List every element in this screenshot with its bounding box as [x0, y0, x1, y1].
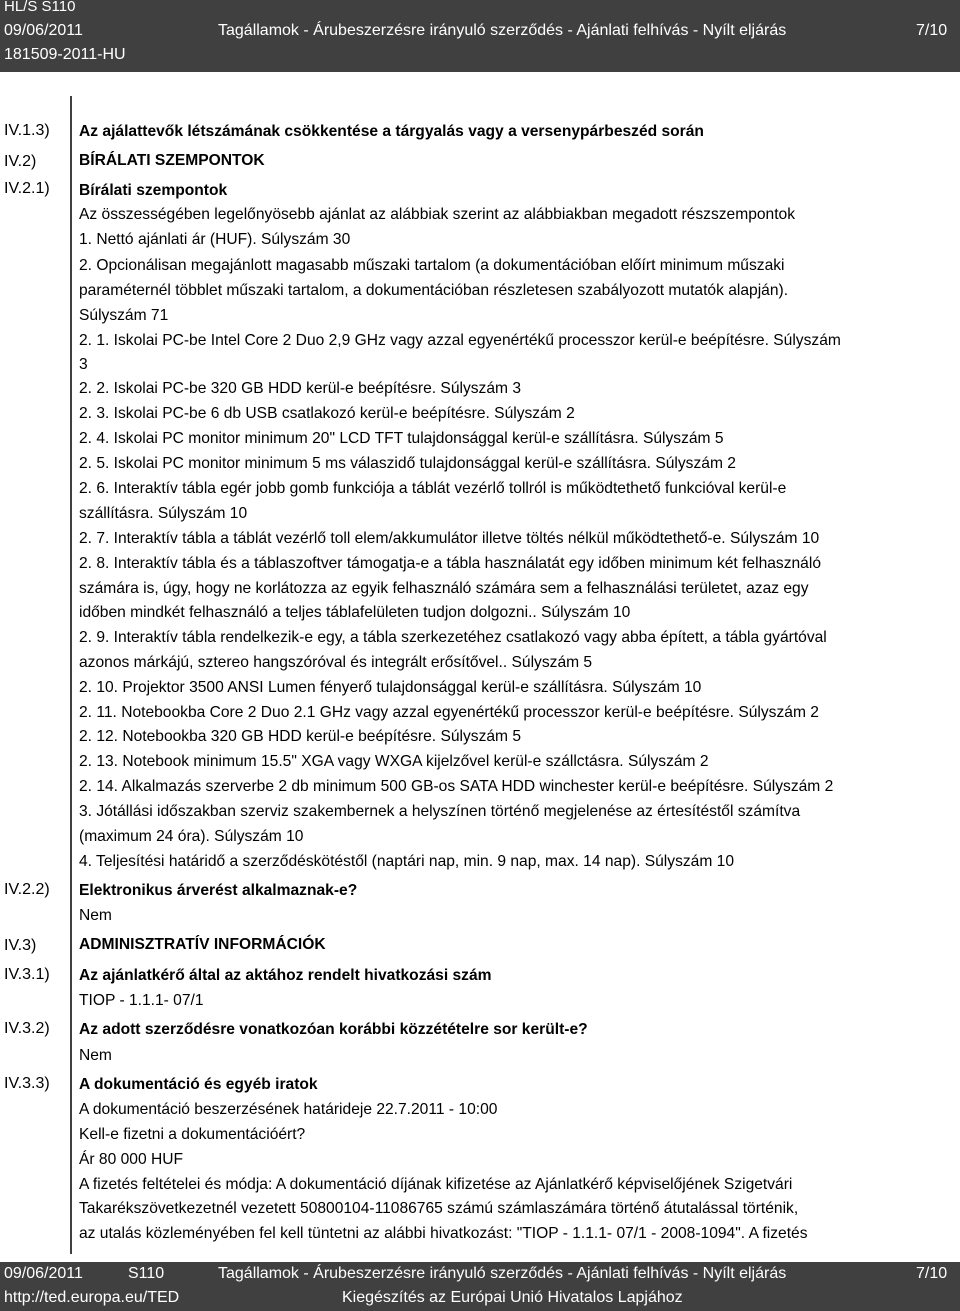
header-page: 7/10 [916, 22, 948, 39]
section-number: IV.2.1) [4, 180, 50, 197]
section-number: IV.2.2) [4, 881, 50, 898]
section-heading: Az adott szerződésre vonatkozóan korábbi közzétételre sor került-e? [79, 1021, 588, 1038]
documentation-line: Kell-e fizetni a dokumentációért? [79, 1126, 306, 1143]
criteria-line: 2. 8. Interaktív tábla és a táblaszoftver támogatja-e a tábla használatát egy időben minimum két felhasználó [79, 555, 821, 572]
criteria-line: 2. 1. Iskolai PC-be Intel Core 2 Duo 2,9 GHz vagy azzal egyenértékű processzor kerül-e beépítésre. Súlyszám [79, 332, 841, 349]
section-heading: A dokumentáció és egyéb iratok [79, 1076, 318, 1093]
section-number: IV.3.1) [4, 966, 50, 983]
documentation-line: Ár 80 000 HUF [79, 1151, 184, 1168]
criteria-line: paraméternél többlet műszaki tartalom, a dokumentációban részletesen szabályozott mutatók alapján). [79, 282, 789, 299]
footer-series: S110 [128, 1265, 165, 1282]
page-header [0, 0, 960, 72]
criteria-line: 2. 14. Alkalmazás szerverbe 2 db minimum 500 GB-os SATA HDD winchester kerül-e beépítésre. Súlyszám 2 [79, 778, 834, 795]
footer-url-link[interactable]: http://ted.europa.eu/TED [4, 1289, 180, 1306]
criteria-line: 2. 12. Notebookba 320 GB HDD kerül-e beépítésre. Súlyszám 5 [79, 728, 522, 745]
criteria-line: Súlyszám 71 [79, 307, 169, 324]
footer-title: Tagállamok - Árubeszerzésre irányuló szerződés - Ajánlati felhívás - Nyílt eljárás [218, 1265, 787, 1282]
criteria-line: 2. 3. Iskolai PC-be 6 db USB csatlakozó kerül-e beépítésre. Súlyszám 2 [79, 405, 575, 422]
section-number: IV.2) [4, 153, 37, 170]
header-date: 09/06/2011 [4, 22, 83, 39]
header-title: Tagállamok - Árubeszerzésre irányuló szerződés - Ajánlati felhívás - Nyílt eljárás [218, 22, 787, 39]
section-heading: Az ajánlatkérő által az aktához rendelt hivatkozási szám [79, 967, 492, 984]
doc-ref: 181509-2011-HU [4, 46, 126, 63]
criteria-line: 2. 7. Interaktív tábla a táblát vezérlő toll elem/akkumulátor illetve töltés nélkül működtethető-e. Súlyszám 10 [79, 530, 820, 547]
criteria-line: számára is, úgy, hogy ne korlátozza az egyik felhasználó számára sem a felhasználási területet, azaz egy [79, 580, 809, 597]
reference-number: TIOP - 1.1.1- 07/1 [79, 992, 204, 1009]
criteria-line: szállításra. Súlyszám 10 [79, 505, 248, 522]
section-number: IV.1.3) [4, 122, 50, 139]
section-number: IV.3.3) [4, 1075, 50, 1092]
section-heading: ADMINISZTRATÍV INFORMÁCIÓK [79, 936, 326, 953]
prior-publication-answer: Nem [79, 1047, 112, 1064]
section-heading: Bírálati szempontok [79, 182, 228, 199]
criteria-line: 2. 13. Notebook minimum 15.5" XGA vagy WXGA kijelzővel kerül-e szállctásra. Súlyszám 2 [79, 753, 709, 770]
section-heading: Elektronikus árverést alkalmaznak-e? [79, 882, 358, 899]
footer-publisher: Kiegészítés az Európai Unió Hivatalos Lapjához [342, 1289, 683, 1306]
criteria-line: 2. 5. Iskolai PC monitor minimum 5 ms válaszidő tulajdonsággal kerül-e szállításra. Súlyszám 2 [79, 455, 736, 472]
criteria-line: Az összességében legelőnyösebb ajánlat az alábbiak szerint az alábbiakban megadott részszempontok [79, 206, 796, 223]
criteria-line: 2. 2. Iskolai PC-be 320 GB HDD kerül-e beépítésre. Súlyszám 3 [79, 380, 522, 397]
criteria-line: 2. 6. Interaktív tábla egér jobb gomb funkciója a táblát vezérlő tollról is működtethető funkcióval kerül-e [79, 480, 787, 497]
section-heading: BÍRÁLATI SZEMPONTOK [79, 152, 265, 169]
documentation-line: Takarékszövetkezetnél vezetett 50800104-11086765 számú számlaszámára történő átutalással történik, [79, 1200, 799, 1217]
criteria-line: (maximum 24 óra). Súlyszám 10 [79, 828, 304, 845]
documentation-line: az utalás közleményében fel kell tüntetni az alábbi hivatkozást: "TIOP - 1.1.1- 07/1 - 2008-1094". A fizetés [79, 1225, 808, 1242]
criteria-line: 2. Opcionálisan megajánlott magasabb műszaki tartalom (a dokumentációban előírt minimum műszaki [79, 257, 785, 274]
doc-code: HL/S S110 [4, 0, 76, 15]
criteria-line: időben mindkét felhasználó a teljes táblafelületen tudjon dolgozni.. Súlyszám 10 [79, 604, 631, 621]
criteria-line: 2. 11. Notebookba Core 2 Duo 2.1 GHz vagy azzal egyenértékű processzor kerül-e beépítésre. Súlyszám 2 [79, 704, 819, 721]
footer-date: 09/06/2011 [4, 1265, 83, 1282]
criteria-line: 2. 10. Projektor 3500 ANSI Lumen fényerő tulajdonsággal kerül-e szállításra. Súlyszám 10 [79, 679, 702, 696]
criteria-line: azonos márkájú, sztereo hangszóróval és integrált erősítővel.. Súlyszám 5 [79, 654, 593, 671]
criteria-line: 2. 4. Iskolai PC monitor minimum 20" LCD TFT tulajdonsággal kerül-e szállításra. Súlyszám 5 [79, 430, 724, 447]
criteria-line: 3. Jótállási időszakban szerviz szakembernek a helyszínen történő megjelenése az értesítéstől számítva [79, 803, 801, 820]
page-footer [0, 1262, 960, 1311]
section-heading: Az ajálattevők létszámának csökkentése a tárgyalás vagy a versenypárbeszéd során [79, 123, 704, 140]
criteria-line: 2. 9. Interaktív tábla rendelkezik-e egy, a tábla szerkezetéhez csatlakozó vagy abba épített, a tábla gyártóval [79, 629, 827, 646]
section-number: IV.3.2) [4, 1020, 50, 1037]
documentation-line: A dokumentáció beszerzésének határideje 22.7.2011 - 10:00 [79, 1101, 498, 1118]
auction-answer: Nem [79, 907, 112, 924]
footer-page: 7/10 [916, 1265, 948, 1282]
section-number: IV.3) [4, 937, 37, 954]
criteria-line: 1. Nettó ajánlati ár (HUF). Súlyszám 30 [79, 231, 351, 248]
criteria-line: 4. Teljesítési határidő a szerződéskötéstől (naptári nap, min. 9 nap, max. 14 nap). Súlyszám 10 [79, 853, 734, 870]
documentation-line: A fizetés feltételei és módja: A dokumentáció díjának kifizetése az Ajánlatkérő képviselőjének Szigetvári [79, 1176, 793, 1193]
left-rule [70, 96, 72, 1254]
criteria-line: 3 [79, 356, 88, 373]
